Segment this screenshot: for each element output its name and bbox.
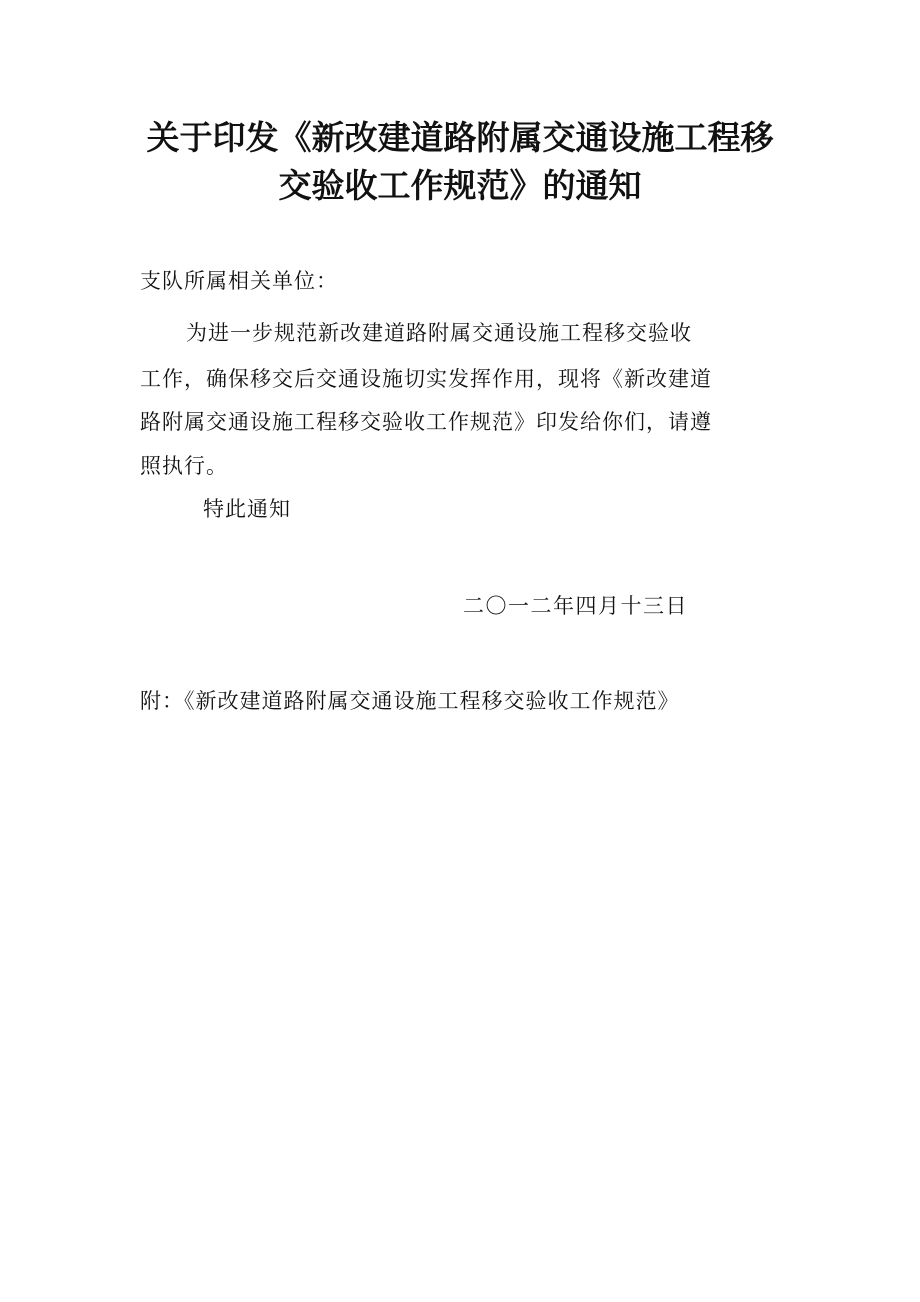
document-title-line-1: 关于印发《新改建道路附属交通设施工程移 xyxy=(146,118,774,157)
paragraph-line: 照执行。 xyxy=(140,454,228,478)
paragraph-line: 工作，确保移交后交通设施切实发挥作用，现将《新改建道 xyxy=(140,367,712,391)
document-title-line-2: 交验收工作规范》的通知 xyxy=(278,166,642,205)
attachment-note: 附：《新改建道路附属交通设施工程移交验收工作规范》 xyxy=(140,689,680,713)
paragraph-line: 路附属交通设施工程移交验收工作规范》印发给你们，请遵 xyxy=(140,410,712,434)
salutation: 支队所属相关单位： xyxy=(140,269,338,293)
issue-date: 二〇一二年四月十三日 xyxy=(463,594,688,618)
paragraph-line: 为进一步规范新改建道路附属交通设施工程移交验收 xyxy=(186,321,692,345)
closing-text: 特此通知 xyxy=(203,497,291,521)
